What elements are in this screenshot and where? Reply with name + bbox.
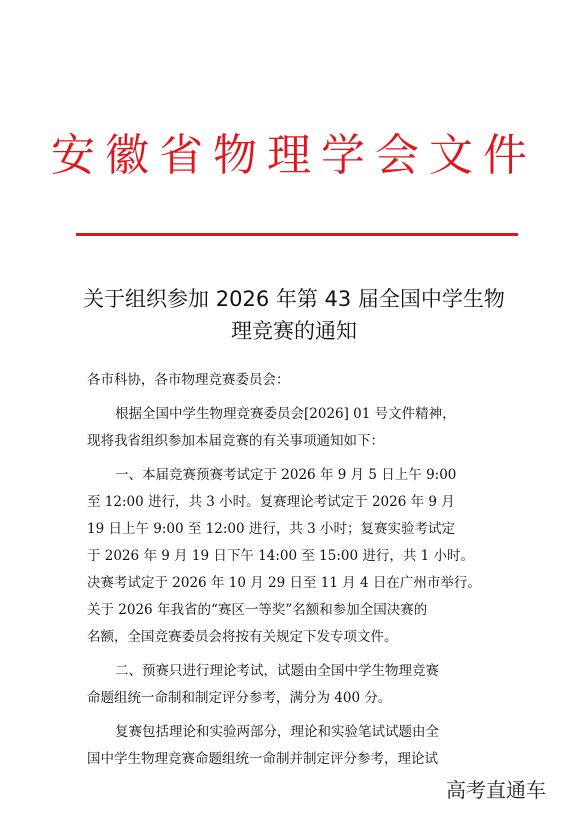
header-red-rule: [76, 233, 518, 236]
paragraph-line: 19 日上午 9:00 至 12:00 进行，共 3 小时；复赛实验考试定: [87, 521, 456, 537]
paragraph-line: 现将我省组织参加本届竞赛的有关事项通知如下：: [87, 433, 384, 449]
document-header-title: 安徽省物理学会文件: [51, 130, 537, 181]
paragraph-line: 国中学生物理竞赛命题组统一命制并制定评分参考，理论试: [87, 751, 438, 767]
salutation: 各市科协，各市物理竞赛委员会：: [87, 372, 290, 388]
paragraph-line: 一、本届竞赛预赛考试定于 2026 年 9 月 5 日上午 9:00: [115, 467, 457, 483]
paragraph-line: 复赛包括理论和实验两部分，理论和实验笔试试题由全: [115, 724, 439, 740]
paragraph-line: 于 2026 年 9 月 19 日下午 14:00 至 15:00 进行，共 1 小时。: [87, 548, 475, 564]
notice-body: [87, 367, 507, 773]
paragraph-line: 关于 2026 年我省的“赛区一等奖”名额和参加全国决赛的: [87, 602, 428, 618]
paragraph-line: 名额，全国竞赛委员会将按有关规定下发专项文件。: [87, 629, 398, 645]
paragraph-line: 命题组统一命制和制定评分参考，满分为 400 分。: [87, 690, 392, 706]
paragraph-line: 至 12:00 进行，共 3 小时。复赛理论考试定于 2026 年 9 月: [87, 494, 455, 510]
notice-title: [72, 283, 516, 347]
watermark-text: 高考直通车: [446, 778, 546, 802]
notice-title-line: 理竞赛的通知: [231, 319, 357, 343]
notice-title-line: 关于组织参加 2026 年第 43 届全国中学生物: [83, 287, 505, 311]
paragraph-line: 决赛考试定于 2026 年 10 月 29 日至 11 月 4 日在广州市举行。: [87, 575, 481, 591]
paragraph-line: 根据全国中学生物理竞赛委员会[2026] 01 号文件精神，: [115, 406, 456, 422]
paragraph-line: 二、预赛只进行理论考试，试题由全国中学生物理竞赛: [115, 663, 439, 679]
